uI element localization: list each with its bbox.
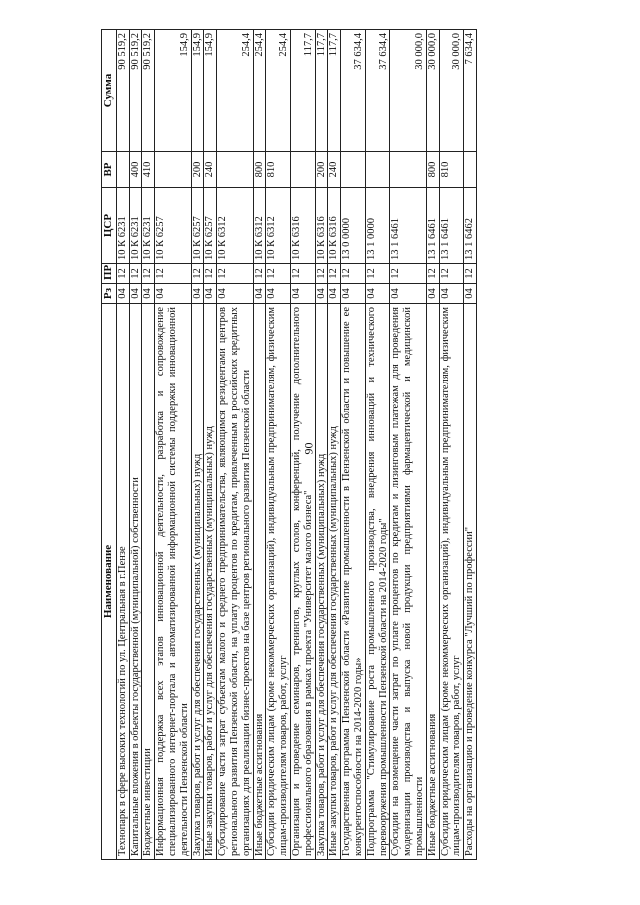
cell-rz: 04: [253, 284, 266, 304]
cell-name: Закупка товаров, работ и услуг для обеспечения государственных (муниципальных) нужд: [315, 304, 328, 860]
cell-csr: 10 К 6312: [253, 188, 266, 264]
cell-pr: 12: [328, 264, 341, 284]
table-row: [116, 30, 129, 860]
cell-vr: [341, 152, 366, 188]
cell-rz: 04: [217, 284, 253, 304]
cell-sum: 90 519,2: [116, 30, 129, 152]
cell-rz: 04: [204, 284, 217, 304]
table-row: [290, 30, 315, 860]
cell-name: Иные закупки товаров, работ и услуг для обеспечения государственных (муниципальных) нужд: [328, 304, 341, 860]
cell-csr: 10 К 6312: [217, 188, 253, 264]
cell-sum: 254,4: [217, 30, 253, 152]
page-number: 90: [301, 442, 316, 455]
cell-rz: 04: [341, 284, 366, 304]
cell-vr: 410: [142, 152, 155, 188]
cell-rz: 04: [365, 284, 390, 304]
cell-rz: 04: [129, 284, 142, 304]
cell-vr: 800: [253, 152, 266, 188]
cell-vr: [365, 152, 390, 188]
cell-rz: 04: [142, 284, 155, 304]
cell-sum: 30 000,0: [439, 30, 464, 152]
cell-sum: 254,4: [266, 30, 291, 152]
table-row: [365, 30, 390, 860]
cell-sum: 154,9: [191, 30, 204, 152]
cell-pr: 12: [439, 264, 464, 284]
cell-csr: 10 К 6231: [142, 188, 155, 264]
table-row: [129, 30, 142, 860]
cell-name: Субсидии юридическим лицам (кроме некоммерческих организаций), индивидуальным предпринимателям, физическим лицам-производителям товаров, работ, услуг: [266, 304, 291, 860]
cell-rz: 04: [426, 284, 439, 304]
cell-pr: 12: [155, 264, 191, 284]
cell-rz: 04: [155, 284, 191, 304]
cell-rz: 04: [439, 284, 464, 304]
cell-pr: 12: [341, 264, 366, 284]
cell-vr: 240: [328, 152, 341, 188]
table-row: [426, 30, 439, 860]
table-row: [439, 30, 464, 860]
cell-csr: 13 0 0000: [341, 188, 366, 264]
table-row: [253, 30, 266, 860]
cell-vr: [290, 152, 315, 188]
table-row: [204, 30, 217, 860]
cell-name: Бюджетные инвестиции: [142, 304, 155, 860]
cell-csr: 10 К 6257: [155, 188, 191, 264]
table-row: [390, 30, 426, 860]
cell-vr: 800: [426, 152, 439, 188]
cell-rz: 04: [116, 284, 129, 304]
cell-vr: 200: [191, 152, 204, 188]
header-sum: Сумма: [102, 30, 117, 152]
cell-rz: 04: [315, 284, 328, 304]
cell-csr: 10 К 6231: [129, 188, 142, 264]
cell-rz: 04: [191, 284, 204, 304]
cell-sum: 117,7: [328, 30, 341, 152]
cell-name: Капитальные вложения в объекты государственной (муниципальной) собственности: [129, 304, 142, 860]
cell-vr: [390, 152, 426, 188]
table-row: [191, 30, 204, 860]
cell-name: Государственная программа Пензенской области «Развитие промышленности в Пензенской области и повышение ее конкурентоспособности на 2014-2020 годы»: [341, 304, 366, 860]
cell-pr: 12: [390, 264, 426, 284]
cell-sum: 154,9: [155, 30, 191, 152]
cell-vr: 400: [129, 152, 142, 188]
cell-csr: 13 1 6461: [426, 188, 439, 264]
cell-csr: 13 1 6462: [464, 188, 477, 264]
table-row: [315, 30, 328, 860]
cell-csr: 10 К 6316: [315, 188, 328, 264]
cell-sum: 30 000,0: [390, 30, 426, 152]
cell-sum: 7 634,4: [464, 30, 477, 152]
cell-csr: 13 1 6461: [439, 188, 464, 264]
cell-name: Информационная поддержка всех этапов инновационной деятельности, разработка и сопровождение специализированного интернет-портала и автоматизированной информационной системы поддержки инновационной деятельности Пензенской области: [155, 304, 191, 860]
table-row: [217, 30, 253, 860]
cell-vr: [155, 152, 191, 188]
cell-name: Иные бюджетные ассигнования: [253, 304, 266, 860]
cell-sum: 37 634,4: [365, 30, 390, 152]
cell-name: Субсидии юридическим лицам (кроме некоммерческих организаций), индивидуальным предпринимателям, физическим лицам-производителям товаров, работ, услуг: [439, 304, 464, 860]
cell-sum: 30 000,0: [426, 30, 439, 152]
cell-rz: 04: [290, 284, 315, 304]
cell-name: Технопарк в сфере высоких технологий по ул. Центральная в г.Пензе: [116, 304, 129, 860]
cell-csr: 10 К 6316: [328, 188, 341, 264]
cell-csr: 10 К 6257: [204, 188, 217, 264]
cell-pr: 12: [191, 264, 204, 284]
cell-sum: 254,4: [253, 30, 266, 152]
cell-pr: 12: [253, 264, 266, 284]
cell-sum: 37 634,4: [341, 30, 366, 152]
cell-vr: [217, 152, 253, 188]
cell-pr: 12: [217, 264, 253, 284]
cell-name: Расходы на организацию и проведение конкурса "Лучший по профессии": [464, 304, 477, 860]
cell-pr: 12: [426, 264, 439, 284]
header-csr: ЦСР: [102, 188, 117, 264]
cell-vr: 240: [204, 152, 217, 188]
cell-sum: 154,9: [204, 30, 217, 152]
cell-pr: 12: [464, 264, 477, 284]
cell-csr: 10 К 6316: [290, 188, 315, 264]
table-row: [142, 30, 155, 860]
cell-pr: 12: [365, 264, 390, 284]
budget-table-container: [101, 30, 565, 860]
cell-rz: 04: [390, 284, 426, 304]
header-rz: Рз: [102, 284, 117, 304]
table-row: [341, 30, 366, 860]
table-row: [266, 30, 291, 860]
cell-rz: 04: [266, 284, 291, 304]
cell-csr: 10 К 6231: [116, 188, 129, 264]
cell-name: Иные закупки товаров, работ и услуг для обеспечения государственных (муниципальных) нужд: [204, 304, 217, 860]
cell-name: Подпрограмма "Стимулирование роста промышленного производства, внедрения инноваций и технического перевооружения промышленности Пензенской области на 2014-2020 годы": [365, 304, 390, 860]
cell-pr: 12: [290, 264, 315, 284]
cell-pr: 12: [116, 264, 129, 284]
cell-sum: 117,7: [290, 30, 315, 152]
cell-vr: [464, 152, 477, 188]
header-vr: ВР: [102, 152, 117, 188]
cell-vr: [116, 152, 129, 188]
cell-vr: 810: [266, 152, 291, 188]
cell-pr: 12: [315, 264, 328, 284]
header-name: Наименование: [102, 304, 117, 860]
cell-csr: 13 1 6461: [390, 188, 426, 264]
cell-sum: 117,7: [315, 30, 328, 152]
table-body: [116, 30, 476, 860]
cell-pr: 12: [266, 264, 291, 284]
cell-csr: 10 К 6312: [266, 188, 291, 264]
cell-sum: 90 519,2: [129, 30, 142, 152]
cell-csr: 13 1 0000: [365, 188, 390, 264]
cell-vr: 810: [439, 152, 464, 188]
cell-pr: 12: [129, 264, 142, 284]
budget-table: [101, 29, 477, 860]
table-row: [155, 30, 191, 860]
table-header-row: [102, 30, 117, 860]
cell-csr: 10 К 6257: [191, 188, 204, 264]
table-row: [464, 30, 477, 860]
cell-sum: 90 519,2: [142, 30, 155, 152]
cell-pr: 12: [204, 264, 217, 284]
cell-rz: 04: [328, 284, 341, 304]
table-row: [328, 30, 341, 860]
header-pr: ПР: [102, 264, 117, 284]
cell-name: Субсидирование части затрат субъектам малого и среднего предпринимательства, являющимся резидентами центров регионального развития Пензенской области, на уплату процентов по кредитам, привлеченным в российских кредитных организациях для реализации бизнес-проектов на базе центров регионального развития Пензенской области: [217, 304, 253, 860]
cell-pr: 12: [142, 264, 155, 284]
cell-name: Организация и проведение семинаров, тренингов, круглых столов, конференций, получение дополнительного профессионального образования в рамках проекта "Университет малого бизнеса": [290, 304, 315, 860]
cell-name: Закупка товаров, работ и услуг для обеспечения государственных (муниципальных) нужд: [191, 304, 204, 860]
cell-name: Субсидии на возмещение части затрат по уплате процентов по кредитам и лизинговым платежам для проведения модернизации производства и выпуска новой продукции предприятиями фармацевтической и медицинской промышленности: [390, 304, 426, 860]
cell-name: Иные бюджетные ассигнования: [426, 304, 439, 860]
cell-vr: 200: [315, 152, 328, 188]
cell-rz: 04: [464, 284, 477, 304]
